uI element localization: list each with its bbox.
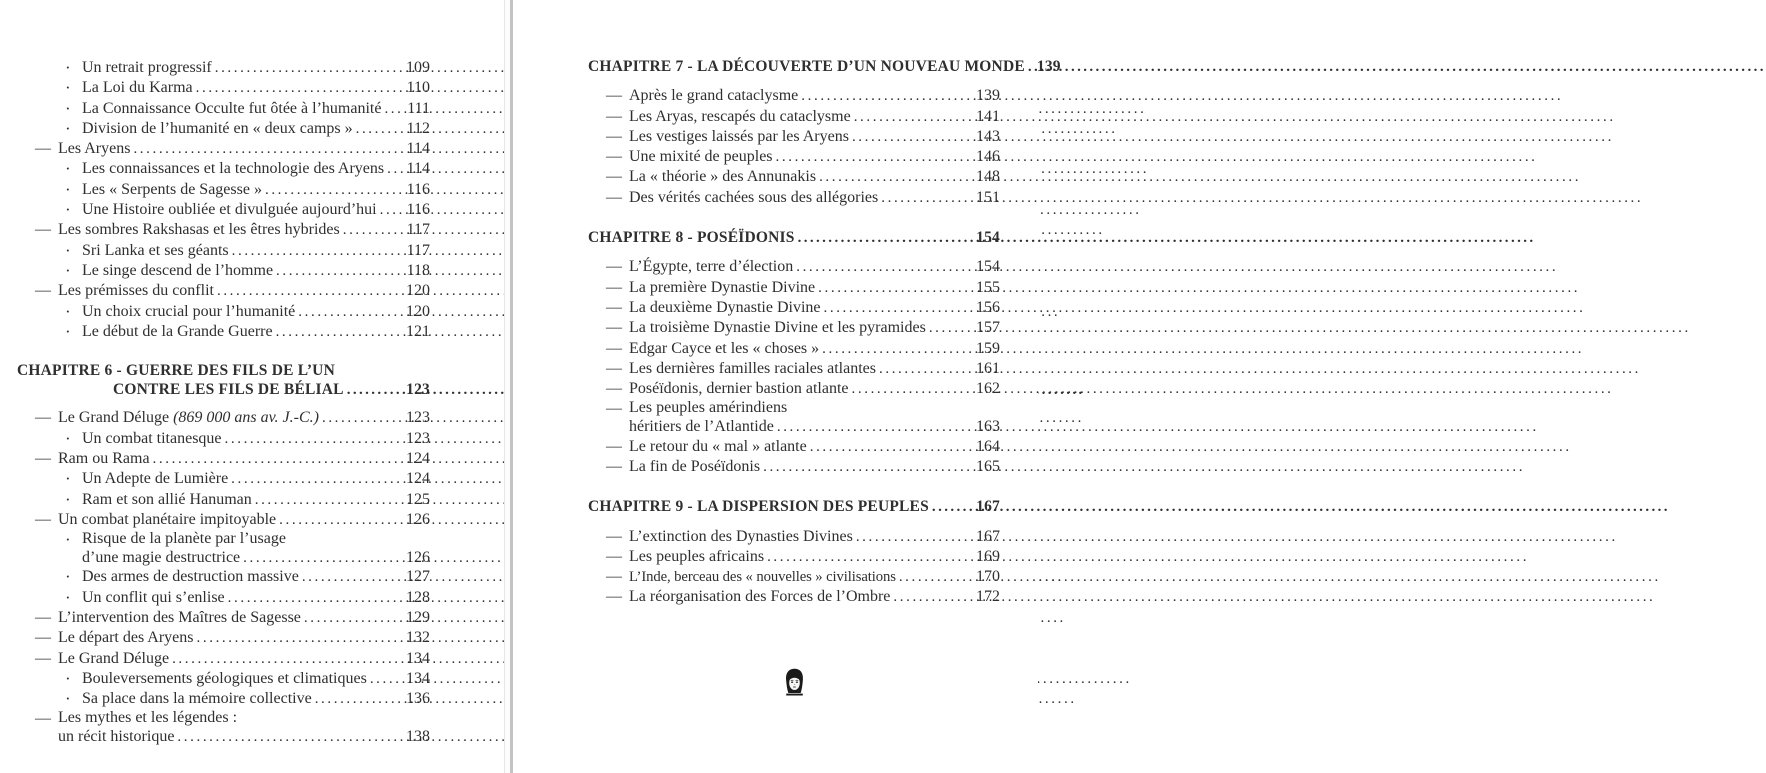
dot-leader bbox=[231, 469, 403, 485]
dash-marker: — bbox=[35, 710, 51, 728]
toc-entry-label: Le singe descend de l’homme bbox=[82, 261, 274, 279]
dot-leader bbox=[852, 379, 973, 395]
dash-marker: — bbox=[606, 457, 622, 475]
toc-entry-label: Un Adepte de Lumière bbox=[82, 470, 229, 488]
toc-entry bbox=[588, 278, 1000, 298]
toc-entry-label: CHAPITRE 7 - LA DÉCOUVERTE D’UN NOUVEAU MONDE bbox=[588, 58, 1025, 75]
bullet-marker: · bbox=[65, 587, 71, 607]
toc-entry-label: Un choix crucial pour l’humanité bbox=[82, 302, 296, 320]
toc-page-number: 169 bbox=[976, 547, 1000, 565]
bullet-marker: · bbox=[65, 301, 71, 321]
dot-leader bbox=[1028, 57, 1034, 73]
toc-entry bbox=[588, 86, 1000, 106]
toc-entry bbox=[588, 359, 1000, 379]
toc-page-number: 154 bbox=[976, 258, 1000, 276]
toc-page-number: 172 bbox=[976, 588, 1000, 606]
dash-marker: — bbox=[606, 588, 622, 606]
toc-page-number: 136 bbox=[406, 690, 430, 708]
toc-entry bbox=[588, 547, 1000, 567]
dash-marker: — bbox=[606, 298, 622, 316]
page-gutter-divider bbox=[504, 0, 513, 773]
toc-page-number: 117 bbox=[406, 221, 430, 239]
dot-leader bbox=[225, 429, 403, 445]
toc-entry-label: Les dernières familles raciales atlantes bbox=[629, 359, 876, 377]
dot-leader bbox=[228, 588, 403, 604]
toc-page-number: 126 bbox=[406, 510, 430, 528]
toc-entry-label: L’extinction des Dynasties Divines bbox=[629, 527, 853, 545]
bullet-marker: · bbox=[65, 159, 71, 179]
dot-leader bbox=[822, 339, 973, 355]
toc-entry-label-italic: (869 000 ans av. J.-C.) bbox=[173, 409, 319, 427]
toc-page-number: 167 bbox=[976, 498, 1000, 516]
toc-page-number: 148 bbox=[976, 168, 1000, 186]
toc-entry bbox=[17, 469, 430, 489]
toc-entry-label: La réorganisation des Forces de l’Ombre bbox=[629, 588, 891, 606]
toc-page-number: 170 bbox=[976, 568, 1000, 586]
toc-page-number: 146 bbox=[976, 148, 1000, 166]
toc-entry-label: Des armes de destruction massive bbox=[82, 568, 299, 586]
toc-entry bbox=[17, 99, 430, 119]
toc-entry bbox=[17, 241, 430, 261]
dash-marker: — bbox=[606, 547, 622, 565]
dash-marker: — bbox=[606, 278, 622, 296]
bullet-marker: · bbox=[65, 469, 71, 489]
dot-leader bbox=[384, 99, 404, 115]
dash-marker: — bbox=[606, 188, 622, 206]
toc-entry bbox=[588, 587, 1000, 607]
dash-marker: — bbox=[606, 127, 622, 145]
toc-entry bbox=[17, 608, 430, 628]
toc-entry bbox=[17, 530, 430, 567]
dot-leader bbox=[255, 490, 403, 506]
toc-chapter-heading bbox=[588, 57, 1061, 77]
toc-entry bbox=[17, 449, 430, 469]
dot-leader bbox=[322, 408, 403, 424]
dot-leader bbox=[265, 180, 404, 196]
dot-leader bbox=[777, 418, 973, 434]
toc-entry bbox=[17, 490, 430, 510]
dot-leader bbox=[899, 567, 973, 583]
toc-entry-label: Les prémisses du conflit bbox=[58, 282, 214, 300]
toc-entry-label: Le début de la Grande Guerre bbox=[82, 322, 273, 340]
toc-entry-label: Un combat planétaire impitoyable bbox=[58, 510, 277, 528]
toc-chapter-heading bbox=[588, 228, 1000, 248]
dot-leader bbox=[133, 139, 403, 155]
dot-leader bbox=[879, 359, 973, 375]
toc-entry bbox=[588, 399, 1000, 436]
dot-leader bbox=[347, 381, 403, 397]
dash-marker: — bbox=[606, 380, 622, 398]
toc-entry-label: Le départ des Aryens bbox=[58, 629, 194, 647]
toc-entry bbox=[17, 159, 430, 179]
toc-entry-label: CONTRE LES FILS DE BÉLIAL bbox=[113, 380, 344, 398]
toc-entry-label: L’Inde, berceau des « nouvelles » civilisations bbox=[629, 569, 896, 586]
toc-page-number: 134 bbox=[406, 669, 430, 687]
dot-leader bbox=[232, 241, 404, 257]
dot-leader bbox=[776, 147, 973, 163]
toc-page-number: 161 bbox=[976, 359, 1000, 377]
toc-entry-label: Le Grand Déluge bbox=[58, 649, 170, 667]
toc-page-number: 151 bbox=[976, 188, 1000, 206]
dash-marker: — bbox=[35, 608, 51, 626]
toc-entry bbox=[17, 322, 430, 342]
toc-page-number: 123 bbox=[406, 380, 430, 398]
toc-entry bbox=[17, 689, 430, 709]
dash-marker: — bbox=[606, 437, 622, 455]
bullet-marker: · bbox=[65, 428, 71, 448]
bullet-marker: · bbox=[65, 530, 71, 550]
toc-entry-label: Les peuples africains bbox=[629, 547, 765, 565]
toc-page-number: 134 bbox=[406, 649, 430, 667]
dot-leader bbox=[315, 689, 403, 705]
dot-leader bbox=[356, 119, 404, 135]
toc-entry bbox=[588, 339, 1000, 359]
dash-marker: — bbox=[606, 527, 622, 545]
toc-page-number: 121 bbox=[406, 322, 430, 340]
toc-entry-label: héritiers de l’Atlantide bbox=[629, 418, 774, 436]
dot-leader bbox=[767, 547, 973, 563]
dot-leader bbox=[798, 228, 974, 244]
toc-page-number: 120 bbox=[406, 282, 430, 300]
toc-entry-label: Les « Serpents de Sagesse » bbox=[82, 180, 262, 198]
toc-entry-label: Après le grand cataclysme bbox=[629, 87, 799, 105]
toc-entry bbox=[588, 188, 1000, 208]
toc-page-number: 141 bbox=[976, 107, 1000, 125]
toc-entry bbox=[588, 107, 1000, 127]
toc-page-number: 116 bbox=[406, 180, 430, 198]
toc-page-number: 127 bbox=[406, 568, 430, 586]
dot-leader bbox=[370, 669, 403, 685]
toc-entry-label: d’une magie destructrice bbox=[82, 548, 241, 566]
toc-page-number: 124 bbox=[406, 449, 430, 467]
bullet-marker: · bbox=[65, 78, 71, 98]
dash-marker: — bbox=[606, 168, 622, 186]
dot-leader bbox=[196, 78, 404, 94]
dash-marker: — bbox=[35, 649, 51, 667]
dot-leader bbox=[856, 527, 973, 543]
bullet-marker: · bbox=[65, 668, 71, 688]
toc-entry-label: Les connaissances et la technologie des Aryens bbox=[82, 160, 385, 178]
toc-entry bbox=[17, 200, 430, 220]
dot-leader bbox=[824, 298, 974, 314]
bullet-marker: · bbox=[65, 567, 71, 587]
face-ornament-icon bbox=[784, 668, 805, 697]
dot-leader bbox=[881, 188, 973, 204]
toc-page-number: 156 bbox=[976, 298, 1000, 316]
toc-entry bbox=[588, 127, 1000, 147]
toc-entry-label: Des vérités cachées sous des allégories bbox=[629, 188, 879, 206]
dot-leader bbox=[387, 159, 403, 175]
dash-marker: — bbox=[606, 319, 622, 337]
toc-entry bbox=[17, 408, 430, 428]
toc-entry-label: Les peuples amérindiens bbox=[629, 399, 788, 417]
dot-leader bbox=[276, 322, 403, 338]
toc-entry-label: La Loi du Karma bbox=[82, 79, 193, 97]
toc-entry bbox=[588, 167, 1000, 187]
bullet-marker: · bbox=[65, 489, 71, 509]
toc-entry-label: L’Égypte, terre d’élection bbox=[629, 258, 794, 276]
dash-marker: — bbox=[35, 629, 51, 647]
toc-entry-label: CHAPITRE 9 - LA DISPERSION DES PEUPLES bbox=[588, 498, 929, 516]
toc-entry-label: CHAPITRE 8 - POSÉÏDONIS bbox=[588, 229, 795, 247]
toc-entry bbox=[17, 281, 430, 301]
toc-page-number: 139 bbox=[1036, 58, 1061, 75]
toc-page-number: 117 bbox=[406, 241, 430, 259]
dash-marker: — bbox=[606, 148, 622, 166]
dash-marker: — bbox=[35, 449, 51, 467]
toc-page-number: 143 bbox=[976, 127, 1000, 145]
toc-page-number: 167 bbox=[976, 527, 1000, 545]
toc-page-number: 126 bbox=[406, 548, 430, 566]
dash-marker: — bbox=[35, 140, 51, 158]
toc-page-number: 138 bbox=[406, 727, 430, 745]
toc-entry bbox=[17, 669, 430, 689]
toc-entry bbox=[17, 220, 430, 240]
toc-page-number: 162 bbox=[976, 380, 1000, 398]
toc-entry bbox=[588, 298, 1000, 318]
toc-entry-label: La première Dynastie Divine bbox=[629, 278, 816, 296]
dot-leader bbox=[763, 457, 973, 473]
toc-page-number: 128 bbox=[406, 588, 430, 606]
dot-leader bbox=[276, 261, 404, 277]
dot-leader bbox=[854, 107, 973, 123]
dot-leader bbox=[153, 449, 403, 465]
toc-page-number: 123 bbox=[406, 409, 430, 427]
toc-entry bbox=[588, 318, 1000, 338]
toc-page-number: 154 bbox=[976, 229, 1000, 247]
toc-entry bbox=[17, 567, 430, 587]
dash-marker: — bbox=[35, 510, 51, 528]
dot-leader bbox=[279, 510, 403, 526]
toc-entry-label: Ram ou Rama bbox=[58, 449, 150, 467]
toc-page-number: 114 bbox=[406, 160, 430, 178]
bullet-marker: · bbox=[65, 240, 71, 260]
bullet-marker: · bbox=[65, 58, 71, 77]
toc-entry bbox=[17, 588, 430, 608]
dot-leader bbox=[197, 628, 403, 644]
toc-entry bbox=[17, 628, 430, 648]
dash-marker: — bbox=[606, 359, 622, 377]
toc-entry bbox=[588, 527, 1000, 547]
toc-entry-label: La troisième Dynastie Divine et les pyramides bbox=[629, 319, 926, 337]
dot-leader bbox=[298, 302, 403, 318]
toc-entry bbox=[17, 78, 430, 98]
toc-entry bbox=[17, 139, 430, 159]
toc-entry-label: Poséïdonis, dernier bastion atlante bbox=[629, 380, 849, 398]
dot-leader bbox=[810, 437, 973, 453]
dot-leader bbox=[893, 587, 973, 603]
toc-page-number: 165 bbox=[976, 457, 1000, 475]
dot-leader bbox=[243, 549, 403, 565]
dash-marker: — bbox=[35, 282, 51, 300]
dot-leader bbox=[801, 86, 973, 102]
dash-marker: — bbox=[606, 107, 622, 125]
toc-entry-label: Une Histoire oubliée et divulguée aujourd’hui bbox=[82, 201, 377, 219]
toc-page-number: 110 bbox=[406, 79, 430, 97]
toc-page-number: 163 bbox=[976, 418, 1000, 436]
toc-entry bbox=[17, 510, 430, 530]
toc-entry bbox=[588, 567, 1000, 587]
toc-entry-label: Sa place dans la mémoire collective bbox=[82, 690, 312, 708]
dot-leader bbox=[819, 167, 973, 183]
toc-entry-label: CHAPITRE 6 - GUERRE DES FILS DE L’UN bbox=[17, 362, 335, 380]
bullet-marker: · bbox=[65, 321, 71, 341]
toc-left-column bbox=[17, 58, 430, 747]
toc-entry bbox=[588, 147, 1000, 167]
dot-leader bbox=[380, 200, 404, 216]
dash-marker: — bbox=[606, 400, 622, 418]
toc-page-number: 129 bbox=[406, 608, 430, 626]
dot-leader bbox=[852, 127, 973, 143]
toc-entry bbox=[588, 457, 1000, 477]
toc-page-number: 112 bbox=[406, 119, 430, 137]
toc-page-number: 120 bbox=[406, 302, 430, 320]
toc-entry-label: Un retrait progressif bbox=[82, 59, 212, 76]
dot-leader bbox=[217, 281, 403, 297]
toc-page-left bbox=[0, 0, 505, 773]
toc-entry-label: Les vestiges laissés par les Aryens bbox=[629, 127, 849, 145]
toc-entry bbox=[17, 649, 430, 669]
dash-marker: — bbox=[606, 339, 622, 357]
toc-entry-label: Les Aryens bbox=[58, 140, 131, 158]
toc-page-number: 109 bbox=[406, 59, 430, 76]
toc-entry-label: Un conflit qui s’enlise bbox=[82, 588, 225, 606]
toc-entry-label: Le retour du « mal » atlante bbox=[629, 437, 807, 455]
toc-entry-label: Une mixité de peuples bbox=[629, 148, 773, 166]
toc-entry-label: Les sombres Rakshasas et les êtres hybrides bbox=[58, 221, 340, 239]
toc-entry-label: Les mythes et les légendes : bbox=[58, 709, 238, 727]
toc-entry bbox=[17, 302, 430, 322]
bullet-marker: · bbox=[65, 200, 71, 220]
toc-entry-label: Edgar Cayce et les « choses » bbox=[629, 339, 820, 357]
toc-page-number: 157 bbox=[976, 319, 1000, 337]
toc-page-number: 164 bbox=[976, 437, 1000, 455]
toc-entry bbox=[17, 261, 430, 281]
toc-entry-label: Division de l’humanité en « deux camps » bbox=[82, 119, 353, 137]
dot-leader bbox=[172, 649, 403, 665]
dash-marker: — bbox=[35, 409, 51, 427]
dot-leader bbox=[304, 608, 403, 624]
toc-chapter-heading bbox=[588, 497, 1000, 517]
dot-leader bbox=[796, 257, 973, 273]
toc-page-number: 139 bbox=[976, 87, 1000, 105]
toc-entry-label: La fin de Poséïdonis bbox=[629, 457, 761, 475]
dot-leader bbox=[215, 58, 403, 74]
bullet-marker: · bbox=[65, 118, 71, 138]
toc-entry-label: La « théorie » des Annunakis bbox=[629, 168, 817, 186]
dash-marker: — bbox=[606, 87, 622, 105]
dot-leader bbox=[302, 567, 403, 583]
toc-page-number: 123 bbox=[406, 429, 430, 447]
bullet-marker: · bbox=[65, 179, 71, 199]
bullet-marker: · bbox=[65, 260, 71, 280]
toc-entry-label: Ram et son allié Hanuman bbox=[82, 490, 252, 508]
toc-page-number: 155 bbox=[976, 278, 1000, 296]
toc-page-number: 118 bbox=[406, 261, 430, 279]
dash-marker: — bbox=[606, 258, 622, 276]
toc-entry bbox=[588, 379, 1000, 399]
toc-entry-label: Risque de la planète par l’usage bbox=[82, 530, 286, 548]
toc-entry bbox=[17, 429, 430, 449]
toc-entry-label: La deuxième Dynastie Divine bbox=[629, 298, 821, 316]
toc-page-number: 132 bbox=[406, 629, 430, 647]
toc-entry bbox=[17, 180, 430, 200]
toc-page-right bbox=[513, 0, 1061, 773]
toc-page-number: 159 bbox=[976, 339, 1000, 357]
toc-entry-label: Le Grand Déluge bbox=[58, 409, 170, 427]
toc-page-number: 111 bbox=[407, 99, 430, 117]
toc-entry-label: Un combat titanesque bbox=[82, 429, 222, 447]
dot-leader bbox=[818, 278, 973, 294]
toc-page-number: 124 bbox=[406, 470, 430, 488]
toc-page-number: 116 bbox=[406, 201, 430, 219]
dot-leader bbox=[343, 220, 404, 236]
dot-leader bbox=[932, 497, 973, 513]
toc-entry-label: Sri Lanka et ses géants bbox=[82, 241, 229, 259]
toc-page-number: 114 bbox=[406, 140, 430, 158]
toc-entry-label: Bouleversements géologiques et climatiques bbox=[82, 669, 367, 687]
toc-page-number: 125 bbox=[406, 490, 430, 508]
toc-entry bbox=[17, 58, 430, 78]
bullet-marker: · bbox=[65, 689, 71, 709]
dot-leader bbox=[929, 318, 973, 334]
toc-entry-label: un récit historique bbox=[58, 727, 175, 745]
dot-leader bbox=[177, 728, 403, 744]
toc-entry bbox=[17, 119, 430, 139]
toc-entry bbox=[588, 257, 1000, 277]
dash-marker: — bbox=[35, 221, 51, 239]
bullet-marker: · bbox=[65, 98, 71, 118]
toc-entry bbox=[17, 709, 430, 746]
toc-entry-label: Les Aryas, rescapés du cataclysme bbox=[629, 107, 851, 125]
toc-chapter-heading bbox=[17, 362, 430, 399]
toc-right-column bbox=[588, 57, 1061, 608]
toc-entry bbox=[588, 437, 1000, 457]
toc-entry-label: L’intervention des Maîtres de Sagesse bbox=[58, 608, 301, 626]
toc-entry-label: La Connaissance Occulte fut ôtée à l’humanité bbox=[82, 99, 382, 117]
dash-marker: — bbox=[606, 568, 622, 586]
